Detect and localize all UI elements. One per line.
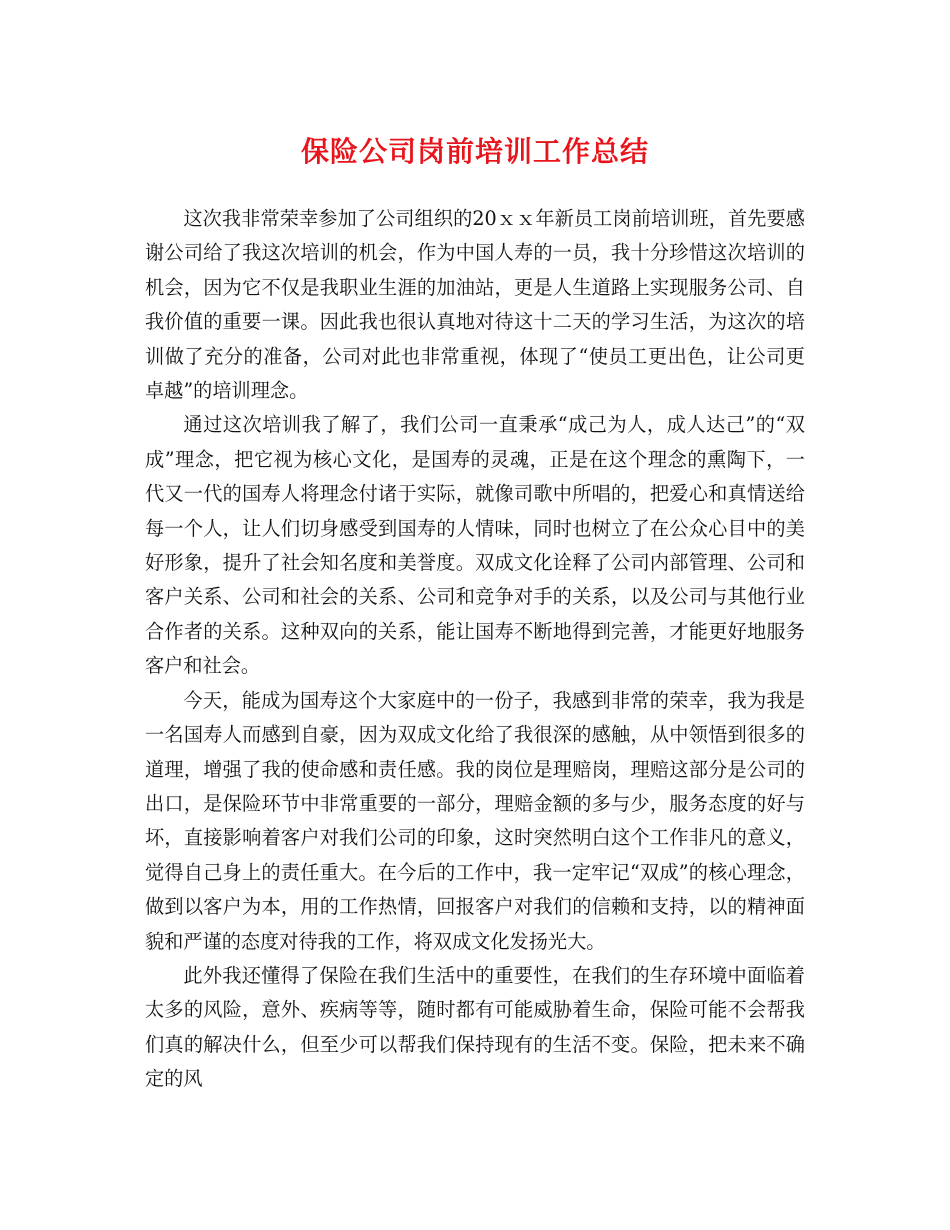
paragraph-2: 通过这次培训我了解了，我们公司一直秉承“成己为人，成人达己”的“双成”理念，把它视为核心文化，是国寿的灵魂，正是在这个理念的熏陶下，一代又一代的国寿人将理念付诸于实际，就像司歌中所唱的，把爱心和真情送给每一个人，让人们切身感受到国寿的人情味，同时也树立了在公众心目中的美好形象，提升了社会知名度和美誉度。双成文化诠释了公司内部管理、公司和客户关系、公司和社会的关系、公司和竞争对手的关系，以及公司与其他行业合作者的关系。这种双向的关系，能让国寿不断地得到完善，才能更好地服务客户和社会。 xyxy=(145,413,805,678)
paragraph-4: 此外我还懂得了保险在我们生活中的重要性，在我们的生存环境中面临着太多的风险，意外、疾病等等，随时都有可能威胁着生命，保险可能不会帮我们真的解决什么，但至少可以帮我们保持现有的生活不变。保险，把未来不确定的风 xyxy=(145,963,805,1091)
document-body xyxy=(145,202,805,1097)
paragraph-1: 这次我非常荣幸参加了公司组织的20ｘｘ年新员工岗前培训班，首先要感谢公司给了我这次培训的机会，作为中国人寿的一员，我十分珍惜这次培训的机会，因为它不仅是我职业生涯的加油站，更是人生道路上实现服务公司、自我价值的重要一课。因此我也很认真地对待这十二天的学习生活，为这次的培训做了充分的准备，公司对此也非常重视，体现了“使员工更出色，让公司更卓越”的培训理念。 xyxy=(145,207,805,403)
paragraph-3: 今天，能成为国寿这个大家庭中的一份子，我感到非常的荣幸，我为我是一名国寿人而感到自豪，因为双成文化给了我很深的感触，从中领悟到很多的道理，增强了我的使命感和责任感。我的岗位是理赔岗，理赔这部分是公司的出口，是保险环节中非常重要的一部分，理赔金额的多与少，服务态度的好与坏，直接影响着客户对我们公司的印象，这时突然明白这个工作非凡的意义，觉得自己身上的责任重大。在今后的工作中，我一定牢记“双成”的核心理念，做到以客户为本，用的工作热情，回报客户对我们的信赖和支持，以的精神面貌和严谨的态度对待我的工作，将双成文化发扬光大。 xyxy=(145,688,805,953)
document-title: 保险公司岗前培训工作总结 xyxy=(300,135,649,168)
